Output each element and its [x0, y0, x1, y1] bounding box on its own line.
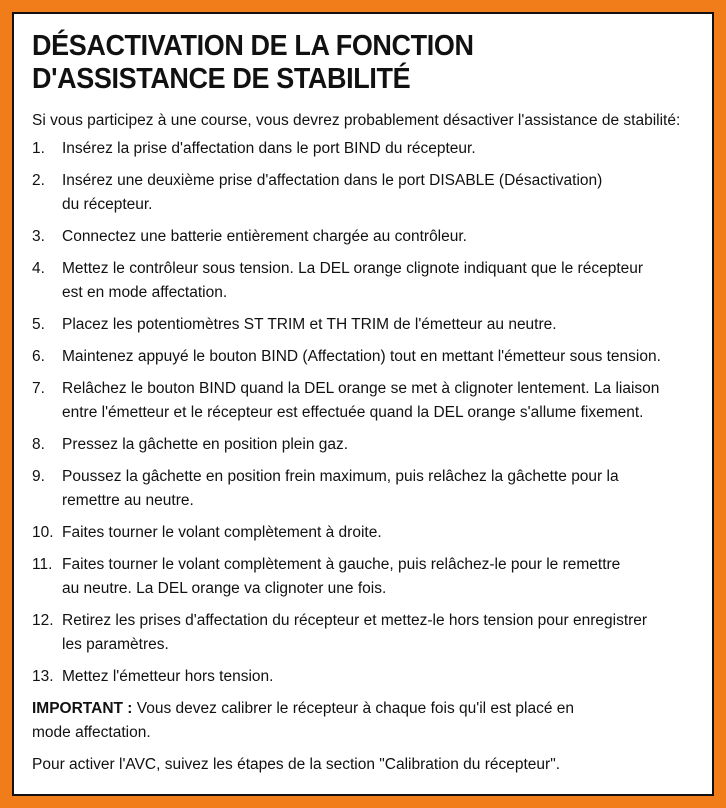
steps-list [32, 137, 694, 689]
step-number: 7. [32, 380, 45, 397]
step-text: Insérez la prise d'affectation dans le port BIND du récepteur. [62, 140, 476, 157]
step-item [32, 665, 694, 689]
step-item [32, 377, 694, 425]
title-line-1: DÉSACTIVATION DE LA FONCTION [32, 30, 474, 62]
step-text: Faites tourner le volant complètement à gauche, puis relâchez-le pour le remettre au neutre. La DEL orange va clignoter une fois. [62, 556, 621, 597]
step-number: 13. [32, 668, 54, 685]
closing-note: Pour activer l'AVC, suivez les étapes de la section "Calibration du récepteur". [32, 756, 561, 773]
document-frame [12, 12, 714, 796]
step-number: 6. [32, 348, 45, 365]
title-line-2: D'ASSISTANCE DE STABILITÉ [32, 63, 411, 95]
step-item [32, 313, 694, 337]
step-text: Maintenez appuyé le bouton BIND (Affectation) tout en mettant l'émetteur sous tension. [62, 348, 661, 365]
step-item [32, 169, 694, 217]
step-text: Connectez une batterie entièrement chargée au contrôleur. [62, 228, 467, 245]
step-text: Pressez la gâchette en position plein gaz. [62, 436, 349, 453]
step-number: 10. [32, 524, 54, 541]
step-number: 8. [32, 436, 45, 453]
step-item [32, 553, 694, 601]
step-item [32, 345, 694, 369]
document-title [32, 30, 648, 96]
step-text: Relâchez le bouton BIND quand la DEL orange se met à clignoter lentement. La liaison entre l'émetteur et le récepteur est effectuée quand la DEL orange s'allume fixement. [62, 380, 660, 421]
step-item [32, 225, 694, 249]
intro-text: Si vous participez à une course, vous devrez probablement désactiver l'assistance de stabilité: [32, 112, 681, 129]
step-text: Poussez la gâchette en position frein maximum, puis relâchez la gâchette pour la remettre au neutre. [62, 468, 619, 509]
step-item [32, 521, 694, 545]
step-number: 2. [32, 172, 45, 189]
step-text: Mettez le contrôleur sous tension. La DEL orange clignote indiquant que le récepteur est en mode affectation. [62, 260, 644, 301]
step-text: Placez les potentiomètres ST TRIM et TH TRIM de l'émetteur au neutre. [62, 316, 557, 333]
step-item [32, 257, 694, 305]
step-text: Insérez une deuxième prise d'affectation dans le port DISABLE (Désactivation) du récepteur. [62, 172, 603, 213]
important-label: IMPORTANT : [32, 700, 133, 717]
step-item [32, 609, 694, 657]
step-number: 3. [32, 228, 45, 245]
step-text: Mettez l'émetteur hors tension. [62, 668, 274, 685]
important-text: Vous devez calibrer le récepteur à chaque fois qu'il est placé en mode affectation. [32, 700, 574, 741]
step-number: 11. [32, 556, 53, 573]
step-item [32, 465, 694, 513]
step-number: 1. [32, 140, 45, 157]
step-text: Retirez les prises d'affectation du récepteur et mettez-le hors tension pour enregistrer les paramètres. [62, 612, 648, 653]
important-note [32, 697, 694, 745]
step-number: 4. [32, 260, 45, 277]
step-text: Faites tourner le volant complètement à droite. [62, 524, 382, 541]
step-number: 9. [32, 468, 45, 485]
document-content [14, 14, 712, 777]
step-item [32, 137, 694, 161]
step-number: 5. [32, 316, 45, 333]
step-number: 12. [32, 612, 54, 629]
step-item [32, 433, 694, 457]
